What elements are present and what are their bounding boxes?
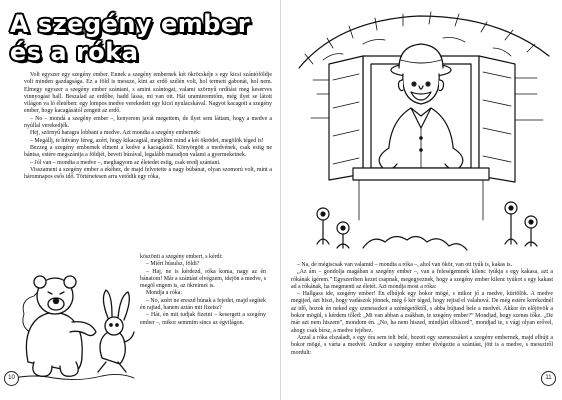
paragraph: – Na, de mégiscsak van valamid – mondta a róka –, ahol van ökör, van ott tyúk is, kakas is. <box>297 262 513 268</box>
paragraph: Mondja a róka: <box>146 290 182 297</box>
paragraph: – Hát, én mit tudjak fizetni – kesergett a szegény ember –, mikor semmim sincs az égvilágon. <box>140 312 266 326</box>
paragraph: köszönti a szegény embert, s kérdi: <box>140 254 223 260</box>
paragraph: Bezzeg a szegény embernek elment a kedve a kacagástól. Könyörgött a medvének, csak estig ne bántsa, estére megszántja a földjét, beveti búzával, legalább maradjon valami a gyermekeinek. <box>24 144 272 159</box>
page-number-right: 11 <box>541 371 556 386</box>
bear-and-hare-illustration <box>10 262 138 386</box>
story-title-line-1: A szegény ember <box>10 10 251 38</box>
paragraph: Azzal a róka elszaladt, s egy óra sem telt belé, hozott egy szeneszsákot a szegény embernek, majd elbújt a bokor mögé, s várta a medvét. Amikor a szegény ember elvégezte a szántást, jött is a medve, s messziről mordult: <box>291 334 553 356</box>
man-at-window-illustration <box>293 8 555 256</box>
paragraph: „Az ám – gondolja magában a szegény ember –, van a feleségemnek kilenc tyúkja s egy kakasa, azt a rókának ígérem.” Egyszeriben kezet csapnak, megegyeznek, hogy a szegény ember kilenc tyúkot s egy kakast ad a rókának, ha megmenti az életét. Azt mondja most a róka: <box>291 269 553 290</box>
paragraph: – Hallgass ide, szegény ember! Én elbújok egy bokor mögé, s mikor jő a medve, kürtölök. A medve megijed, azt hiszi, hogy vadászok jönnek, még ő kér téged, hogy rejtsd el valahová. De még estére kerekednél az idő, hozok én neked egy szenesszkot a szénégetőktől, s abba bújtasd bele a medvét. Akkor én előjövök a bokor mögül, s kérdem tőled: „Mi van abban a zsákban, te szegény ember?” Mondjad, hogy szenes tőke. „De már azt nem hiszem”, mondom én. „No, ha nem hiszed, mindjárt elhiszed”, mondjad te, s vágj olyan erővel, ahogy csak bírsz, a medve fejéhez. <box>291 291 553 334</box>
right-story-text <box>291 262 553 357</box>
right-page <box>281 0 562 400</box>
paragraph: Hej, szörnyű haragra lobbant a medve. Azt mondta a szegény embernek: <box>30 130 201 137</box>
paragraph: – No, azért ne ereszd búnak a fejedet, majd segítek én rajtad, hanem aztán mit fizetsz? <box>140 297 266 312</box>
paragraph: – Jól van – mondta a medve –, meghagyom az életedet estig, csak eredj szántani. <box>30 159 221 166</box>
paragraph: – Haj, ne is kérdezd, róka koma, nagy az én bánatom! Már a szántást elvégzem, idejön a medve, s megöl engem is, az ökreimet is. <box>140 268 266 290</box>
paragraph: – No – mondá a szegény ember –, kenyerem javát megettem, de ilyet sem láttam, hogy a medve a nyúllal verekedjék. <box>24 115 272 130</box>
left-dialog-column <box>140 254 266 327</box>
page-number-left: 10 <box>4 371 19 386</box>
story-title-line-2: és a róka <box>10 38 139 66</box>
paragraph: Visszament a szegény ember a ekéhez, de majd felvetette a nagy búbánat, olyan szomorú volt, mint a háromnapos esős idő. Történetesen arra vetődik egy róka, <box>24 166 272 181</box>
left-story-text <box>24 72 272 181</box>
paragraph: – Megállj, te hitvány féreg, azért, hogy kikacagtál, megölöm mind a két ökrödet, megölök téged is! <box>30 137 264 144</box>
paragraph: Volt egyszer egy szegény ember. Ennek a szegény embernek két ökröcskéje s egy kicsi szántóföldje volt minden gazdagsága. Ez a föld is messze, kint az erdő szélén volt, hol termett gabonát, hol nem. Elmegy egyszer a szegény ember szántani, s amint szántogat, valami szörnyű ordítást meg keserves vinnyogást hall. Beszalad az erdőbe, hadd lássa, mi van ott. Hát uramteremtőm, még ilyet se látott világon va ló életében: egy lompos medve verekedett egy kicsi nyulacskával. Nagyot kacagott a szegény ember, hogy kacagásától zengett az erdő. <box>24 72 272 115</box>
paragraph: – Miért búsulsz, földi? <box>146 261 200 268</box>
